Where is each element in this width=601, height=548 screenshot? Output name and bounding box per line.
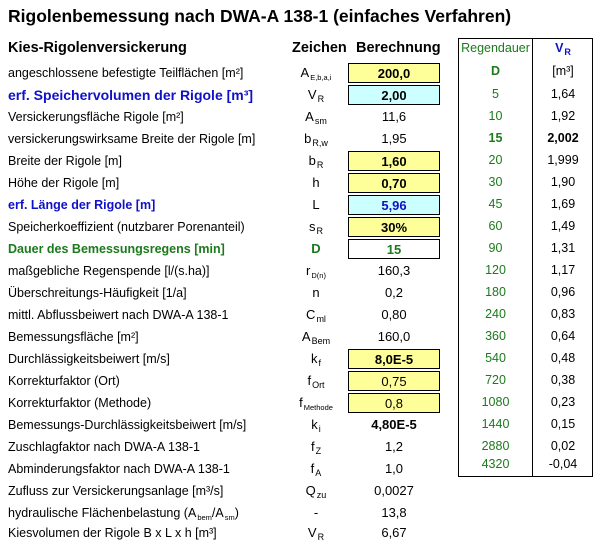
cell-d: 720	[485, 373, 506, 387]
table-row	[0, 84, 452, 106]
cell-d: 60	[488, 219, 503, 233]
cell-d: 360	[485, 329, 506, 343]
input-cell[interactable]: 0,8	[348, 393, 440, 413]
cell-v: 1,64	[550, 87, 576, 101]
value-cell: 1,0	[384, 461, 404, 476]
value-cell: 1,95	[381, 131, 407, 146]
table-row	[0, 282, 452, 304]
table-row	[0, 106, 452, 128]
column-header-zeichen: Zeichen	[292, 40, 347, 56]
row-label: Kiesvolumen der Rigole B x L x h [m³]	[8, 526, 217, 540]
result-cell: 2,00	[348, 85, 440, 105]
table-row	[0, 216, 452, 238]
cell-v: 1,49	[550, 219, 576, 233]
value-cell: 0,80	[381, 307, 407, 322]
cell-v: 2,002	[547, 131, 579, 145]
row-symbol: -	[313, 505, 319, 520]
row-label: Zuschlagfaktor nach DWA-A 138-1	[8, 440, 200, 454]
row-label: Überschreitungs-Häufigkeit [1/a]	[8, 286, 187, 300]
result-cell: 5,96	[348, 195, 440, 215]
row-symbol: L	[312, 197, 320, 212]
row-symbol: $f_A$	[310, 461, 322, 478]
row-symbol: $b_{R,w}$	[304, 131, 328, 148]
value-cell: 160,0	[377, 329, 411, 344]
cell-d: 1440	[481, 417, 510, 431]
header-vr: $V_R$	[555, 41, 571, 57]
value-cell: 0,2	[384, 285, 404, 300]
table-row	[0, 502, 452, 524]
header-d: D	[490, 64, 501, 78]
table-row	[0, 194, 452, 216]
row-symbol: $C_{ml}$	[306, 307, 326, 324]
table-row	[0, 326, 452, 348]
cell-d: 120	[485, 263, 506, 277]
page-title: Rigolenbemessung nach DWA-A 138-1 (einfaches Verfahren)	[8, 6, 512, 26]
cell-d: 30	[488, 175, 503, 189]
row-label: hydraulische Flächenbelastung $(A_{bem}/A_{sm})$	[8, 506, 239, 522]
row-symbol: $A_{Bem}$	[301, 329, 331, 346]
cell-d: 45	[488, 197, 503, 211]
cell-v: 0,38	[550, 373, 576, 387]
cell-v: 0,64	[550, 329, 576, 343]
table-row	[0, 370, 452, 392]
section-heading: Kies-Rigolenversickerung	[8, 40, 187, 56]
input-cell[interactable]: 1,60	[348, 151, 440, 171]
cell-v: 0,23	[550, 395, 576, 409]
row-label: angeschlossene befestigte Teilflächen [m²]	[8, 66, 244, 80]
table-row	[0, 392, 452, 414]
table-row	[0, 414, 452, 436]
cell-v: 0,02	[550, 439, 576, 453]
cell-d: 240	[485, 307, 506, 321]
row-symbol: $A_{sm}$	[305, 109, 327, 126]
row-symbol: $s_R$	[309, 219, 323, 236]
input-cell[interactable]: 8,0E-5	[348, 349, 440, 369]
row-symbol: $f_{Ort}$	[307, 373, 325, 390]
row-symbol: h	[312, 175, 320, 190]
row-symbol: $f_{Methode}$	[299, 395, 333, 412]
row-label: Zufluss zur Versickerungsanlage [m³/s]	[8, 484, 224, 498]
row-label: Abminderungsfaktor nach DWA-A 138-1	[8, 462, 230, 476]
cell-d: 5	[492, 87, 499, 101]
cell-v: -0,04	[548, 457, 578, 471]
row-symbol: $r_{D(n)}$	[306, 263, 326, 280]
row-symbol: $V_R$	[307, 525, 325, 542]
header-unit: [m³]	[552, 64, 574, 78]
table-row	[0, 260, 452, 282]
cell-d: 180	[485, 285, 506, 299]
row-label: Korrekturfaktor (Methode)	[8, 396, 152, 410]
cell-v: 1,92	[550, 109, 576, 123]
row-label: Bemessungs-Durchlässigkeitsbeiwert [m/s]	[8, 418, 247, 432]
value-cell: 11,6	[381, 109, 407, 124]
cell-v: 0,48	[550, 351, 576, 365]
row-label: maßgebliche Regenspende [l/(s.ha)]	[8, 264, 210, 278]
row-label: Höhe der Rigole [m]	[8, 176, 120, 190]
row-symbol: $A_{E,b,a,i}$	[300, 65, 332, 82]
table-row	[0, 128, 452, 150]
header-regendauer: Regendauer	[461, 41, 530, 55]
table-row	[0, 150, 452, 172]
row-label: Speicherkoeffizient (nutzbarer Porenanteil)	[8, 220, 245, 234]
value-cell: 160,3	[377, 263, 411, 278]
row-label: Dauer des Bemessungsregens [min]	[8, 242, 225, 256]
cell-v: 1,31	[550, 241, 576, 255]
cell-d: 10	[488, 109, 503, 123]
cell-d: 1080	[481, 395, 510, 409]
cell-d: 540	[485, 351, 506, 365]
row-symbol: $f_Z$	[310, 439, 322, 456]
cell-v: 1,69	[550, 197, 576, 211]
row-label: erf. Länge der Rigole [m]	[8, 198, 156, 212]
row-label: versickerungswirksame Breite der Rigole [m]	[8, 132, 256, 146]
row-symbol: D	[311, 241, 321, 256]
result-cell: 15	[348, 239, 440, 259]
table-row	[0, 348, 452, 370]
row-symbol: $V_R$	[307, 87, 325, 104]
row-label: Breite der Rigole [m]	[8, 154, 122, 168]
row-label: erf. Speichervolumen der Rigole [m³]	[8, 87, 254, 103]
row-symbol: $Q_{zu}$	[305, 483, 327, 500]
column-divider	[532, 39, 533, 476]
table-row	[0, 522, 452, 544]
value-cell: 1,2	[384, 439, 404, 454]
table-row	[0, 480, 452, 502]
value-cell: 4,80E-5	[371, 417, 417, 432]
cell-v: 1,17	[550, 263, 576, 277]
cell-v: 1,90	[550, 175, 576, 189]
row-label: Versickerungsfläche Rigole [m²]	[8, 110, 184, 124]
input-cell[interactable]: 30%	[348, 217, 440, 237]
value-cell: 0,0027	[374, 483, 414, 498]
value-cell: 13,8	[381, 505, 407, 520]
row-symbol: $b_R$	[308, 153, 324, 170]
row-label: Korrekturfaktor (Ort)	[8, 374, 120, 388]
column-header-berechnung: Berechnung	[356, 40, 441, 56]
row-symbol: n	[312, 285, 320, 300]
table-row	[0, 304, 452, 326]
row-label: mittl. Abflussbeiwert nach DWA-A 138-1	[8, 308, 229, 322]
cell-d: 20	[488, 153, 503, 167]
cell-d: 4320	[481, 457, 510, 471]
cell-v: 0,96	[550, 285, 576, 299]
row-symbol: $k_i$	[311, 417, 321, 434]
cell-d: 90	[488, 241, 503, 255]
table-row	[0, 458, 452, 480]
value-cell: 6,67	[381, 525, 407, 540]
table-row	[0, 238, 452, 260]
table-row	[0, 436, 452, 458]
regendauer-table	[458, 38, 593, 477]
cell-v: 0,15	[550, 417, 576, 431]
row-label: Bemessungsfläche [m²]	[8, 330, 139, 344]
input-cell[interactable]: 0,75	[348, 371, 440, 391]
input-cell[interactable]: 0,70	[348, 173, 440, 193]
input-cell[interactable]: 200,0	[348, 63, 440, 83]
row-symbol: $k_f$	[310, 351, 321, 368]
row-label: Durchlässigkeitsbeiwert [m/s]	[8, 352, 170, 366]
cell-v: 1,999	[547, 153, 579, 167]
table-row	[0, 62, 452, 84]
cell-d: 2880	[481, 439, 510, 453]
table-row	[0, 172, 452, 194]
cell-d: 15	[488, 131, 503, 145]
cell-v: 0,83	[550, 307, 576, 321]
